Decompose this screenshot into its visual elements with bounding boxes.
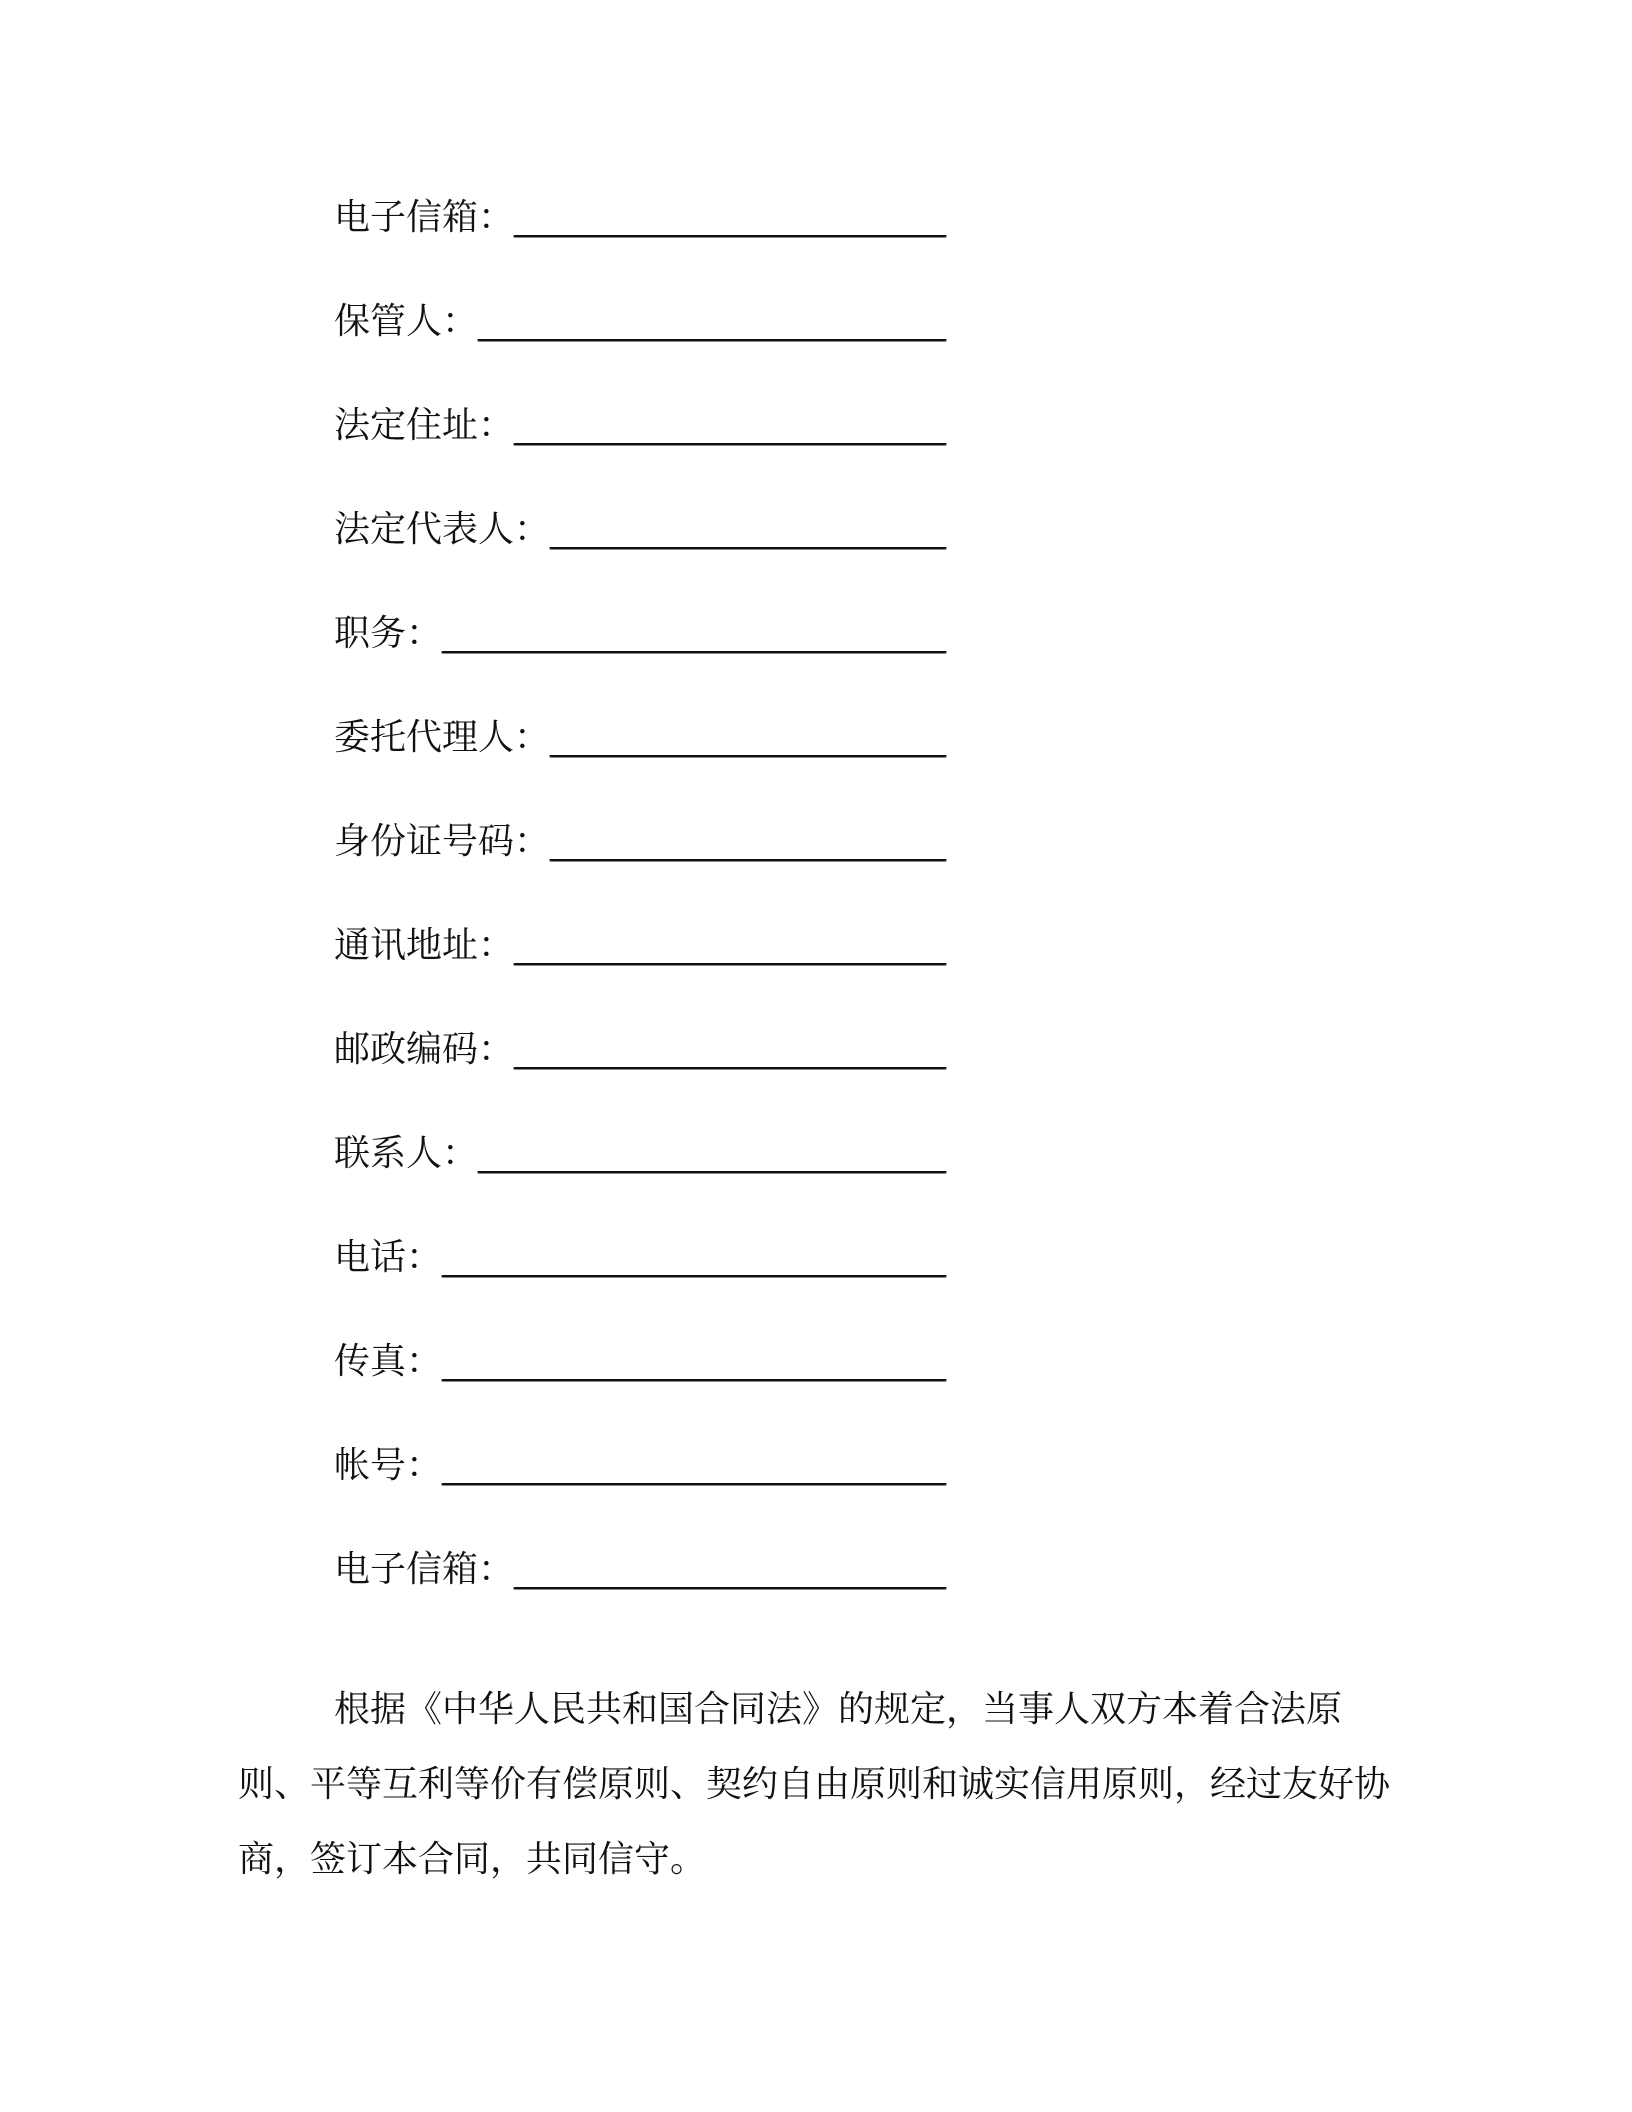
field-label: 联系人： [334,1133,479,1174]
fill-in-blank: ____________________________ [442,1445,947,1486]
field-label: 邮政编码： [334,1029,515,1070]
fill-in-blank: ______________________ [550,821,947,862]
field-position [334,604,1334,708]
field-legal-representative [334,500,1334,604]
fill-in-blank: ____________________________ [442,1237,947,1278]
field-email-2 [334,1540,1334,1644]
field-id-number [334,812,1334,916]
fill-in-blank: ____________________________ [442,1341,947,1382]
field-account-number [334,1436,1334,1540]
field-label: 保管人： [334,301,479,342]
field-label: 通讯地址： [334,925,515,966]
field-authorized-agent [334,708,1334,812]
field-mailing-address [334,916,1334,1020]
field-fax [334,1332,1334,1436]
field-email [334,188,1334,292]
field-label: 身份证号码： [334,821,551,862]
contract-preamble-paragraph: 根据《中华人民共和国合同法》的规定，当事人双方本着合法原则、平等互利等价有偿原则、契约自由原则和诚实信用原则，经过友好协商，签订本合同，共同信守。 [238,1689,1391,1880]
field-label: 法定代表人： [334,509,551,550]
fill-in-blank: ________________________ [514,925,947,966]
fill-in-blank: ____________________________ [442,613,947,654]
party-info-fields [334,188,1334,1644]
fill-in-blank: ______________________ [550,717,947,758]
field-phone [334,1228,1334,1332]
field-label: 电子信箱： [334,197,515,238]
field-label: 传真： [334,1341,443,1382]
fill-in-blank: ______________________ [550,509,947,550]
fill-in-blank: ________________________ [514,1029,947,1070]
fill-in-blank: ________________________ [514,405,947,446]
fill-in-blank: __________________________ [478,1133,947,1174]
fill-in-blank: ________________________ [514,1549,947,1590]
field-contact-person [334,1124,1334,1228]
field-label: 法定住址： [334,405,515,446]
field-label: 职务： [334,613,443,654]
field-label: 委托代理人： [334,717,551,758]
field-label: 电子信箱： [334,1549,515,1590]
field-postal-code [334,1020,1334,1124]
field-custodian [334,292,1334,396]
field-label: 电话： [334,1237,443,1278]
field-legal-address [334,396,1334,500]
fill-in-blank: __________________________ [478,301,947,342]
fill-in-blank: ________________________ [514,197,947,238]
field-label: 帐号： [334,1445,443,1486]
